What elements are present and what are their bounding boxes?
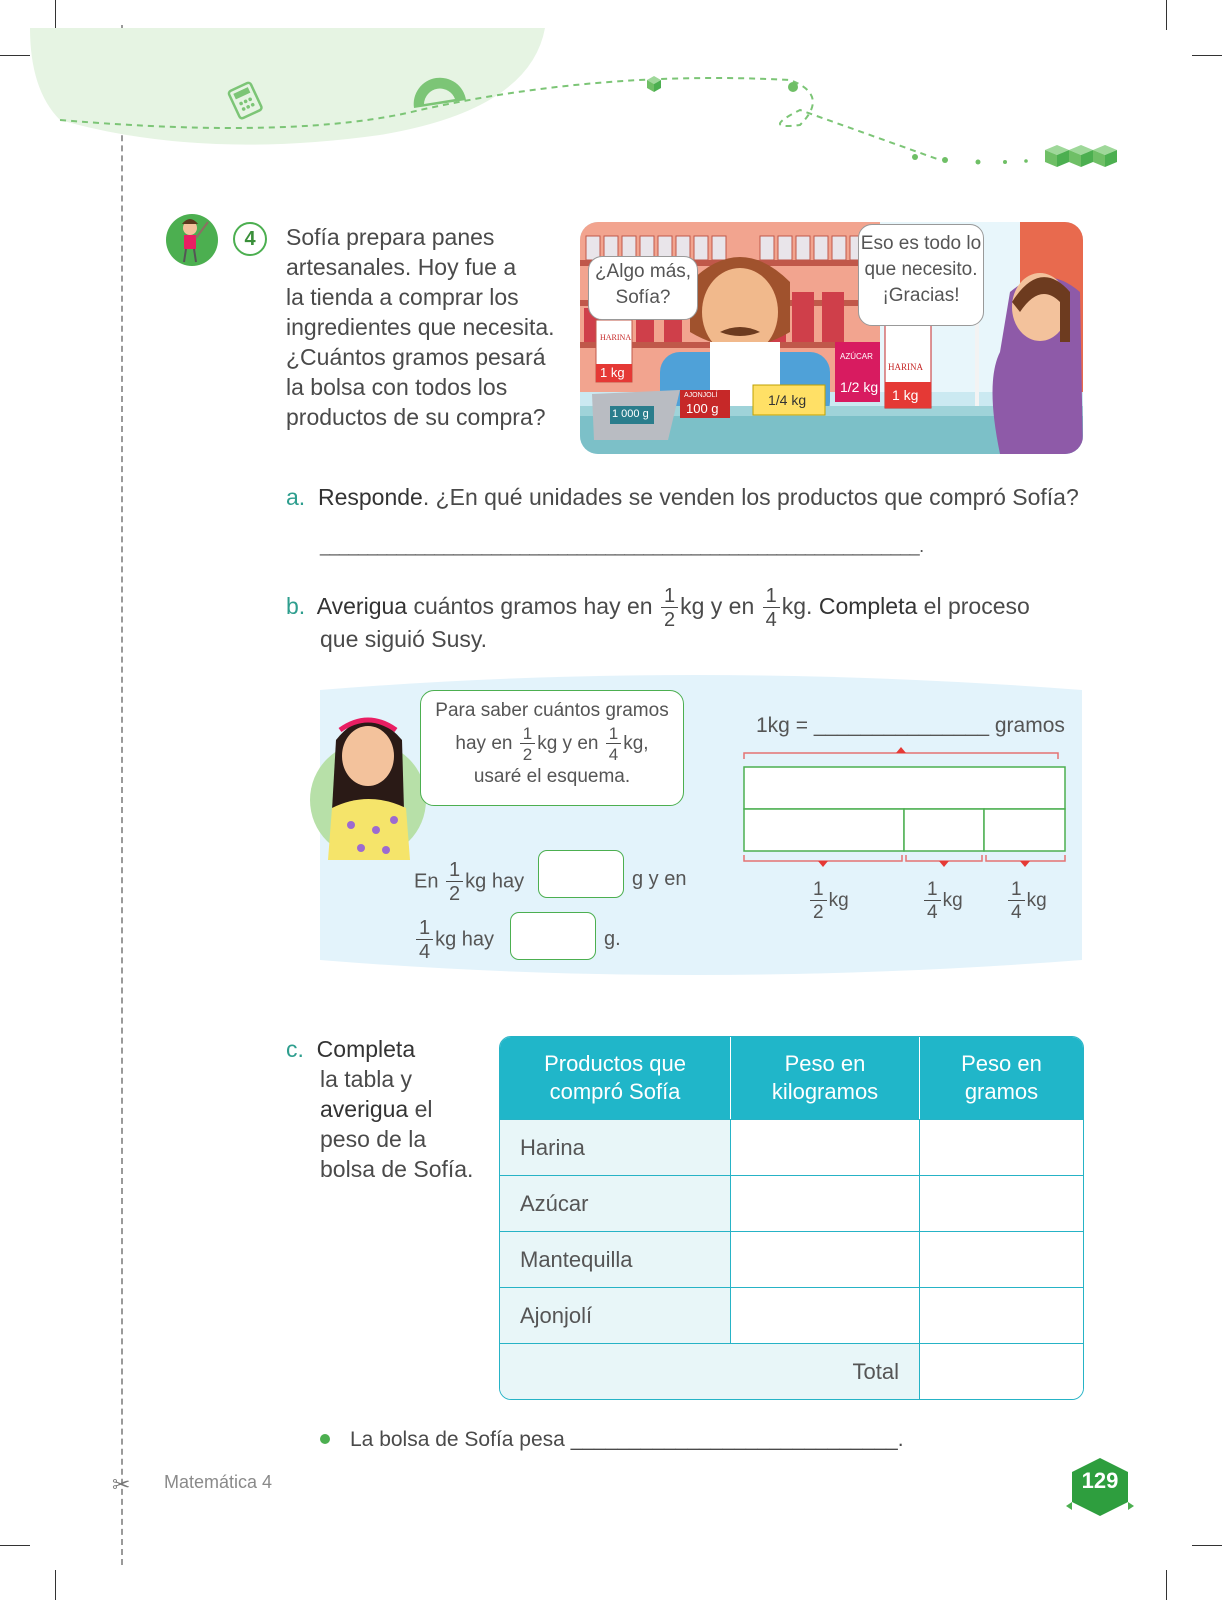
susy-speech-bubble: Para saber cuántos gramos hay en $\frac{1}{2}$ kg y en $\frac{1}{4}$ kg, usaré el esquema. <box>420 690 684 806</box>
part-b-instructions: b. Averigua cuántos gramos hay en $\frac{1}{2}$ kg y en $\frac{1}{4}$ kg. Completa el proceso <box>286 585 1030 631</box>
grams-cell[interactable] <box>920 1231 1083 1287</box>
crop-mark <box>1166 1570 1167 1600</box>
scissors-icon: ✂ <box>112 1472 131 1497</box>
scheme-grams-blank[interactable]: _______________ <box>813 714 990 737</box>
vendor-speech-bubble: ¿Algo más, Sofía? <box>588 256 698 320</box>
product-name: Azúcar <box>500 1175 731 1231</box>
harina-left-label: HARINA <box>600 333 632 342</box>
butter-weight: 1/4 kg <box>768 392 807 408</box>
crop-mark <box>55 1570 56 1600</box>
table-row <box>500 1231 1083 1287</box>
girl-speech-bubble: Eso es todo lo que necesito. ¡Gracias! <box>858 224 984 326</box>
harina-right-weight: 1 kg <box>892 387 919 403</box>
part-c-instructions: c. Completa la tabla y averigua el peso de la bolsa de Sofía. <box>286 1036 474 1182</box>
scheme-diagram <box>740 745 1070 870</box>
susy-character <box>306 700 436 868</box>
scale-reading: 1 000 g <box>612 408 649 420</box>
part-b-line2: que siguió Susy. <box>320 626 488 652</box>
crop-mark <box>0 1545 30 1546</box>
azucar-label: AZÚCAR <box>840 352 873 361</box>
scheme-quarter-bar <box>984 809 1065 851</box>
scheme-label-quarter: $\frac{1}{4}$ kg <box>922 880 963 922</box>
cube-icon <box>647 76 661 92</box>
table-row <box>500 1119 1083 1175</box>
ajonjoli-weight: 100 g <box>686 401 719 416</box>
half-kg-grams-input[interactable] <box>538 850 624 898</box>
kg-cell[interactable] <box>731 1175 920 1231</box>
azucar-weight: 1/2 kg <box>840 379 879 395</box>
equation-quarter: $\frac{1}{4}$ kg hay <box>414 918 494 962</box>
quarter-kg-grams-input[interactable] <box>510 912 596 960</box>
final-answer: La bolsa de Sofía pesa ____________________________. <box>350 1428 904 1451</box>
equation-half: En $\frac{1}{2}$ kg hay <box>414 859 525 905</box>
column-header-kg: Peso en kilogramos <box>731 1037 920 1119</box>
equation-end: g. <box>604 928 621 950</box>
kg-cell[interactable] <box>731 1287 920 1343</box>
table-header-row <box>500 1037 1083 1119</box>
header-decoration <box>0 0 1222 200</box>
scheme-quarter-bar <box>904 809 984 851</box>
kg-cell[interactable] <box>731 1231 920 1287</box>
scheme-header: 1kg = _______________ gramos <box>756 714 1065 737</box>
scheme-label-half: $\frac{1}{2}$ kg <box>808 880 849 922</box>
scheme-half-bar <box>744 809 904 851</box>
equation-connector: g y en <box>632 868 687 890</box>
cubes-icon <box>1045 145 1117 167</box>
cut-line <box>121 25 123 1565</box>
grams-cell[interactable] <box>920 1119 1083 1175</box>
table-row <box>500 1287 1083 1343</box>
total-label: Total <box>500 1343 920 1399</box>
store-illustration <box>580 222 1083 454</box>
product-name: Ajonjolí <box>500 1287 731 1343</box>
kg-cell[interactable] <box>731 1119 920 1175</box>
question-number: 4 <box>233 222 267 256</box>
part-a-answer-line[interactable]: _______________________________________________________________. <box>320 536 924 556</box>
scheme-label-quarter: $\frac{1}{4}$ kg <box>1006 880 1047 922</box>
book-title: Matemática 4 <box>164 1472 273 1492</box>
part-a-question: a. Responde. ¿En qué unidades se venden los productos que compró Sofía? <box>286 484 1079 510</box>
products-table <box>499 1036 1084 1400</box>
harina-right-label: HARINA <box>888 362 923 372</box>
final-answer-blank[interactable]: ____________________________. <box>570 1428 904 1451</box>
question-text: Sofía prepara panes artesanales. Hoy fue a la tienda a comprar los ingredientes que necesita. ¿Cuántos gramos pesará la bolsa con todos los productos de su compra? <box>286 224 555 430</box>
crop-mark <box>1192 1545 1222 1546</box>
girl-avatar <box>164 210 220 270</box>
table-row <box>500 1175 1083 1231</box>
product-name: Mantequilla <box>500 1231 731 1287</box>
ajonjoli-label: AJONJOLÍ <box>684 392 718 399</box>
column-header-products: Productos que compró Sofía <box>500 1037 731 1119</box>
bullet <box>320 1434 330 1444</box>
grams-cell[interactable] <box>920 1287 1083 1343</box>
page-number: 129 <box>1081 1468 1119 1493</box>
harina-left-weight: 1 kg <box>600 365 625 380</box>
product-name: Harina <box>500 1119 731 1175</box>
total-grams-cell[interactable] <box>920 1343 1083 1399</box>
table-total-row <box>500 1343 1083 1399</box>
column-header-grams: Peso en gramos <box>920 1037 1083 1119</box>
scheme-whole-bar <box>744 767 1065 809</box>
grams-cell[interactable] <box>920 1175 1083 1231</box>
